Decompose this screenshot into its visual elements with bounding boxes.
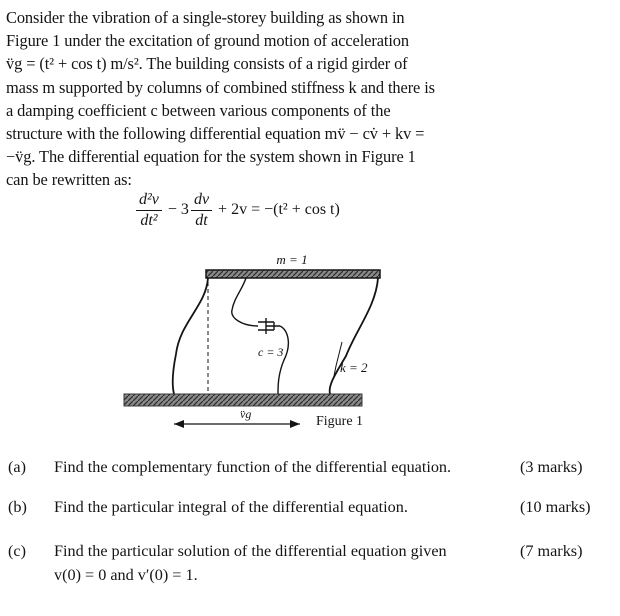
intro-line: structure with the following differential equation mv̈ − cv̇ + kv =	[6, 124, 425, 144]
question-label: (b)	[8, 498, 27, 516]
spring-label: k = 2	[340, 360, 368, 375]
frac1-denominator: dt²	[140, 211, 158, 229]
frac1-numerator: d²v	[136, 191, 162, 211]
damper-label: c = 3	[258, 345, 284, 359]
damper-lower-rod	[278, 326, 288, 394]
right-column	[330, 278, 378, 394]
second-derivative-fraction	[136, 191, 162, 230]
question-label: (a)	[8, 458, 26, 476]
figure-caption: Figure 1	[316, 414, 364, 429]
intro-line: can be rewritten as:	[6, 170, 132, 190]
ground-base	[124, 394, 362, 406]
arrow-head-right	[290, 420, 300, 428]
question-text: Find the particular integral of the differential equation.	[54, 498, 408, 516]
damper-piston	[266, 318, 280, 334]
damper-upper-rod	[232, 278, 258, 326]
question-text: Find the complementary function of the differential equation.	[54, 458, 452, 476]
question-label: (c)	[8, 542, 26, 560]
question-text-line2: v(0) = 0 and v′(0) = 1.	[54, 566, 198, 584]
question-marks: (7 marks)	[520, 542, 583, 560]
question-text: Find the particular solution of the differential equation given	[54, 542, 447, 560]
intro-line: a damping coefficient c between various components of the	[6, 100, 391, 120]
question-marks: (10 marks)	[520, 498, 591, 516]
intro-line: Figure 1 under the excitation of ground motion of acceleration	[6, 31, 409, 51]
equation-middle-term: − 3	[163, 201, 189, 218]
intro-line: Consider the vibration of a single-storey building as shown in	[6, 8, 405, 27]
intro-line: −v̈g. The differential equation for the system shown in Figure 1	[6, 147, 416, 167]
mass-label: m = 1	[276, 252, 308, 267]
question-a	[8, 456, 608, 480]
intro-line: mass m supported by columns of combined stiffness k and there is	[6, 77, 435, 97]
differential-equation	[134, 186, 340, 234]
question-c	[8, 540, 608, 588]
arrow-head-left	[174, 420, 184, 428]
first-derivative-fraction	[191, 191, 212, 230]
left-column	[173, 278, 208, 394]
question-b	[8, 496, 608, 520]
frac2-denominator: dt	[195, 211, 208, 229]
intro-line: v̈g = (t² + cos t) m/s². The building consists of a rigid girder of	[6, 54, 408, 74]
equation-rhs: + 2v = −(t² + cos t)	[214, 201, 340, 218]
question-marks: (3 marks)	[520, 458, 583, 476]
rigid-girder	[206, 270, 380, 278]
frac2-numerator: dv	[191, 191, 212, 211]
building-figure	[118, 246, 388, 436]
ground-accel-label: v̈g	[240, 407, 252, 421]
problem-statement	[6, 6, 508, 192]
